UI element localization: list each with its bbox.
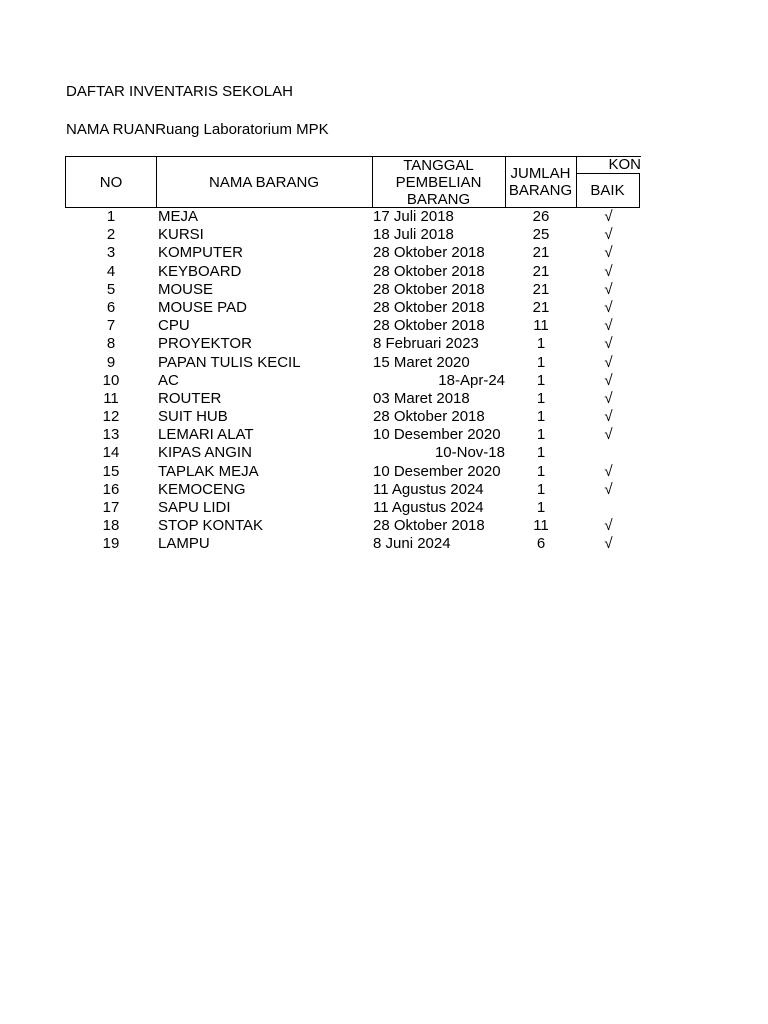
table-row: [65, 499, 641, 517]
cell-jumlah: 1: [536, 371, 546, 389]
table-row: [65, 244, 641, 262]
cell-baik-check: √: [604, 371, 613, 389]
cell-tanggal: 8 Februari 2023: [373, 335, 479, 353]
table-row: [65, 517, 641, 535]
cell-nama-barang: CPU: [158, 317, 190, 335]
cell-tanggal: 28 Oktober 2018: [373, 262, 485, 280]
cell-jumlah: 6: [536, 535, 546, 553]
cell-baik-check: √: [604, 353, 613, 371]
cell-baik-check: √: [604, 426, 613, 444]
cell-tanggal: 28 Oktober 2018: [373, 298, 485, 316]
cell-baik-check: [577, 499, 640, 517]
header-nama-barang: NAMA BARANG: [156, 156, 373, 208]
table-row: [65, 463, 641, 481]
cell-tanggal: 8 Juni 2024: [373, 535, 451, 553]
room-line: [66, 121, 329, 139]
cell-no: 14: [102, 444, 120, 462]
header-no: NO: [65, 156, 157, 208]
table-row: [65, 481, 641, 499]
cell-nama-barang: STOP KONTAK: [158, 517, 264, 535]
header-jumlah-barang: [505, 156, 577, 208]
cell-tanggal: 17 Juli 2018: [373, 208, 454, 225]
cell-no: 2: [106, 226, 116, 244]
cell-jumlah: 21: [532, 244, 550, 262]
cell-baik-check: √: [604, 298, 613, 316]
cell-tanggal: 28 Oktober 2018: [373, 317, 485, 335]
header-tanggal-pembelian: [372, 156, 506, 208]
cell-jumlah: 11: [533, 517, 549, 535]
cell-no: 15: [102, 462, 120, 480]
cell-nama-barang: MEJA: [158, 208, 199, 225]
cell-no: 10: [102, 371, 120, 389]
cell-no: 9: [106, 353, 116, 371]
header-baik: BAIK: [576, 173, 640, 208]
header-tanggal-line1: TANGGAL: [403, 156, 474, 174]
header-jumlah-line1: JUMLAH: [510, 165, 571, 182]
cell-nama-barang: ROUTER: [158, 389, 222, 407]
cell-jumlah: 1: [536, 444, 546, 462]
cell-jumlah: 1: [536, 499, 546, 516]
cell-no: 1: [106, 208, 116, 225]
table-row: [65, 444, 641, 462]
cell-nama-barang: LEMARI ALAT: [158, 426, 254, 444]
cell-nama-barang: PROYEKTOR: [158, 335, 252, 353]
cell-jumlah: 21: [532, 298, 550, 316]
header-kondisi: KON: [576, 156, 641, 174]
cell-baik-check: √: [604, 408, 613, 426]
cell-no: 18: [102, 517, 120, 535]
cell-tanggal: 10-Nov-18: [434, 444, 505, 462]
cell-tanggal: 11 Agustus 2024: [373, 499, 484, 516]
cell-baik-check: √: [604, 226, 613, 244]
cell-nama-barang: SUIT HUB: [158, 408, 228, 426]
cell-jumlah: 1: [536, 462, 546, 480]
cell-nama-barang: LAMPU: [158, 535, 210, 553]
cell-tanggal: 10 Desember 2020: [373, 462, 501, 480]
cell-nama-barang: KURSI: [158, 226, 204, 244]
cell-baik-check: √: [604, 335, 613, 353]
cell-jumlah: 26: [532, 208, 550, 225]
cell-nama-barang: MOUSE: [158, 280, 214, 298]
cell-tanggal: 28 Oktober 2018: [373, 280, 485, 298]
cell-nama-barang: KOMPUTER: [158, 244, 244, 262]
cell-baik-check: √: [604, 517, 613, 535]
cell-jumlah: 21: [532, 262, 550, 280]
cell-tanggal: 18 Juli 2018: [373, 226, 454, 244]
cell-nama-barang: AC: [158, 371, 179, 389]
cell-no: 19: [102, 535, 120, 553]
room-label: NAMA RUAN: [66, 121, 156, 138]
cell-jumlah: 11: [533, 317, 549, 335]
cell-tanggal: 28 Oktober 2018: [373, 244, 485, 262]
cell-baik-check: √: [604, 244, 613, 262]
cell-tanggal: 11 Agustus 2024: [373, 480, 484, 498]
cell-no: 13: [102, 426, 120, 444]
cell-baik-check: √: [604, 462, 613, 480]
cell-nama-barang: KEMOCENG: [158, 480, 246, 498]
cell-no: 6: [106, 298, 116, 316]
table-row: [65, 535, 641, 553]
cell-baik-check: √: [604, 480, 613, 498]
document-title: DAFTAR INVENTARIS SEKOLAH: [66, 83, 293, 100]
cell-no: 8: [106, 335, 116, 353]
cell-tanggal: 03 Maret 2018: [373, 389, 470, 407]
cell-nama-barang: TAPLAK MEJA: [158, 462, 259, 480]
cell-nama-barang: KIPAS ANGIN: [158, 444, 252, 462]
table-row: [65, 426, 641, 444]
header-jumlah-line2: BARANG: [508, 182, 573, 199]
cell-jumlah: 25: [532, 226, 550, 244]
table-row: [65, 299, 641, 317]
cell-no: 4: [106, 262, 116, 280]
cell-tanggal: 18-Apr-24: [438, 371, 505, 389]
cell-tanggal: 28 Oktober 2018: [373, 517, 485, 535]
cell-baik-check: √: [604, 262, 613, 280]
table-row: [65, 263, 641, 281]
cell-baik-check: √: [604, 208, 613, 225]
cell-no: 12: [102, 408, 120, 426]
header-tanggal-line3: BARANG: [406, 190, 471, 208]
cell-nama-barang: KEYBOARD: [158, 262, 242, 280]
table-header: [65, 156, 641, 208]
table-row: [65, 390, 641, 408]
table-row: [65, 208, 641, 226]
inventory-table: [65, 156, 641, 554]
cell-no: 3: [106, 244, 116, 262]
cell-jumlah: 1: [536, 389, 546, 407]
cell-baik-check: [577, 444, 640, 462]
cell-no: 5: [106, 280, 116, 298]
cell-jumlah: 21: [532, 280, 550, 298]
table-row: [65, 317, 641, 335]
cell-jumlah: 1: [536, 480, 546, 498]
table-row: [65, 408, 641, 426]
cell-jumlah: 1: [536, 353, 546, 371]
cell-baik-check: √: [604, 389, 613, 407]
table-row: [65, 335, 641, 353]
cell-no: 16: [102, 480, 120, 498]
cell-tanggal: 15 Maret 2020: [373, 353, 470, 371]
cell-no: 11: [103, 389, 119, 407]
header-tanggal-line2: PEMBELIAN: [395, 173, 482, 191]
cell-nama-barang: SAPU LIDI: [158, 499, 231, 516]
cell-jumlah: 1: [536, 408, 546, 426]
table-row: [65, 226, 641, 244]
cell-baik-check: √: [604, 317, 613, 335]
cell-jumlah: 1: [536, 426, 546, 444]
cell-nama-barang: MOUSE PAD: [158, 298, 247, 316]
cell-baik-check: √: [604, 280, 613, 298]
cell-no: 17: [102, 499, 120, 516]
table-body: [65, 208, 641, 554]
room-value: Ruang Laboratorium MPK: [155, 121, 329, 138]
cell-baik-check: √: [604, 535, 613, 553]
table-row: [65, 354, 641, 372]
cell-nama-barang: PAPAN TULIS KECIL: [158, 353, 301, 371]
cell-tanggal: 10 Desember 2020: [373, 426, 501, 444]
table-row: [65, 372, 641, 390]
cell-no: 7: [106, 317, 116, 335]
cell-jumlah: 1: [536, 335, 546, 353]
cell-tanggal: 28 Oktober 2018: [373, 408, 485, 426]
table-row: [65, 281, 641, 299]
